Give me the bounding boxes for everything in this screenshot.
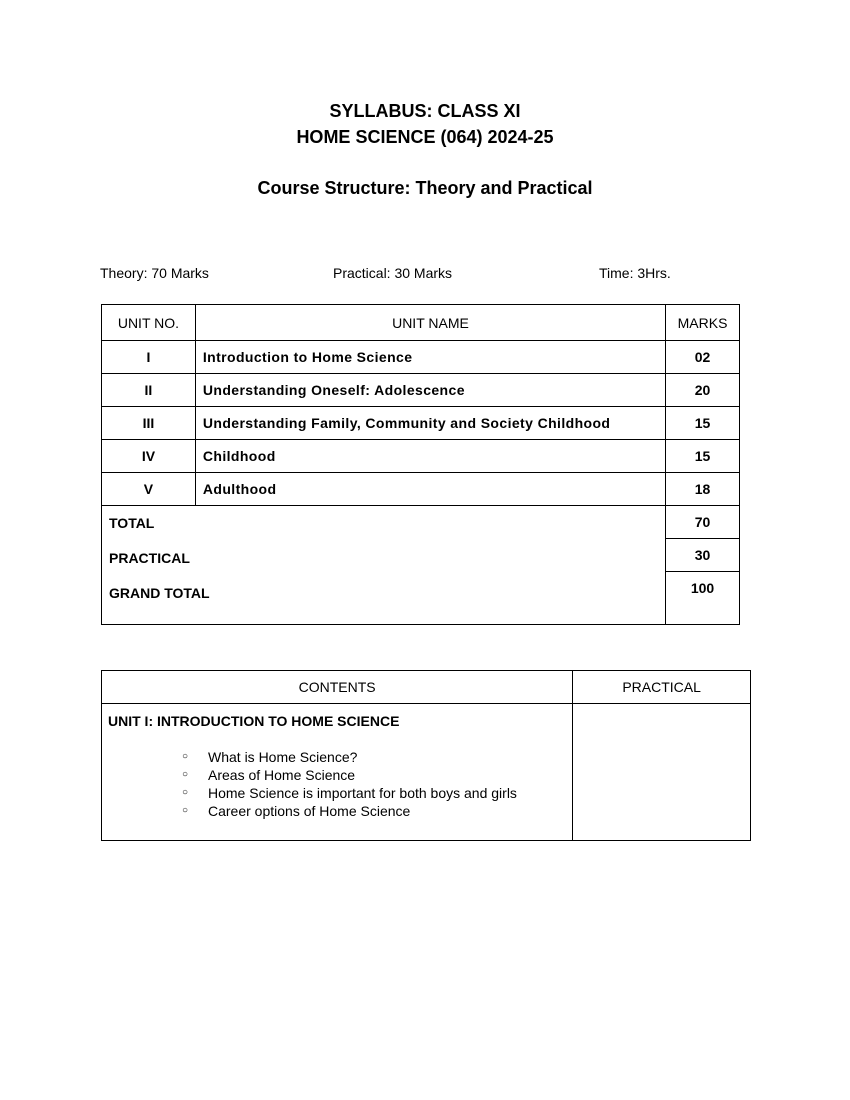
- circle-bullet-icon: ○: [182, 805, 189, 816]
- totals-labels: [102, 506, 666, 625]
- topic-text: Areas of Home Science: [208, 767, 356, 783]
- unit-name: Adulthood: [195, 473, 665, 506]
- unit-heading: UNIT I: INTRODUCTION TO HOME SCIENCE: [108, 713, 400, 729]
- marks-table-header-row: [102, 305, 740, 341]
- table-row: [102, 704, 751, 841]
- grand-total-label: GRAND TOTAL: [109, 585, 210, 601]
- list-item: [182, 802, 572, 820]
- practical-label: PRACTICAL: [109, 550, 190, 566]
- contents-cell: [102, 704, 573, 841]
- subject-title: HOME SCIENCE (064) 2024-25: [296, 127, 554, 147]
- list-item: [182, 766, 572, 784]
- theory-marks: Theory: 70 Marks: [100, 265, 209, 281]
- topic-list: [102, 748, 572, 820]
- marks-header: MARKS: [666, 305, 740, 341]
- practical-marks: Practical: 30 Marks: [333, 265, 453, 281]
- syllabus-title: SYLLABUS: CLASS XI: [329, 101, 521, 121]
- unit-name-header: UNIT NAME: [195, 305, 665, 341]
- unit-number: I: [102, 341, 196, 374]
- time-duration: Time: 3Hrs.: [599, 265, 671, 281]
- course-structure-heading: Course Structure: Theory and Practical: [257, 178, 593, 198]
- unit-no-header: UNIT NO.: [102, 305, 196, 341]
- unit-name: Understanding Family, Community and Society Childhood: [195, 407, 665, 440]
- unit-marks: 15: [666, 440, 740, 473]
- table-row: [102, 407, 740, 440]
- marks-table: [101, 304, 740, 625]
- table-row: [102, 473, 740, 506]
- table-row: [102, 341, 740, 374]
- topic-text: What is Home Science?: [208, 749, 358, 765]
- unit-marks: 20: [666, 374, 740, 407]
- unit-marks: 15: [666, 407, 740, 440]
- topic-text: Home Science is important for both boys and girls: [208, 785, 517, 801]
- circle-bullet-icon: ○: [182, 787, 189, 798]
- unit-number: III: [102, 407, 196, 440]
- contents-table: [101, 670, 751, 841]
- practical-header: PRACTICAL: [573, 671, 751, 704]
- unit-name: Childhood: [195, 440, 665, 473]
- unit-number: IV: [102, 440, 196, 473]
- total-value: 70: [666, 506, 739, 539]
- list-item: [182, 748, 572, 766]
- totals-values: [666, 506, 740, 625]
- table-row: [102, 374, 740, 407]
- contents-header: CONTENTS: [102, 671, 573, 704]
- topic-text: Career options of Home Science: [208, 803, 411, 819]
- unit-name: Understanding Oneself: Adolescence: [195, 374, 665, 407]
- unit-name: Introduction to Home Science: [195, 341, 665, 374]
- unit-marks: 02: [666, 341, 740, 374]
- circle-bullet-icon: ○: [182, 751, 189, 762]
- circle-bullet-icon: ○: [182, 769, 189, 780]
- list-item: [182, 784, 572, 802]
- total-label: TOTAL: [109, 515, 155, 531]
- unit-marks: 18: [666, 473, 740, 506]
- practical-value: 30: [666, 539, 739, 572]
- practical-cell: [573, 704, 751, 841]
- contents-header-row: [102, 671, 751, 704]
- unit-number: II: [102, 374, 196, 407]
- unit-number: V: [102, 473, 196, 506]
- totals-row: [102, 506, 740, 625]
- table-row: [102, 440, 740, 473]
- grand-total-value: 100: [690, 580, 715, 596]
